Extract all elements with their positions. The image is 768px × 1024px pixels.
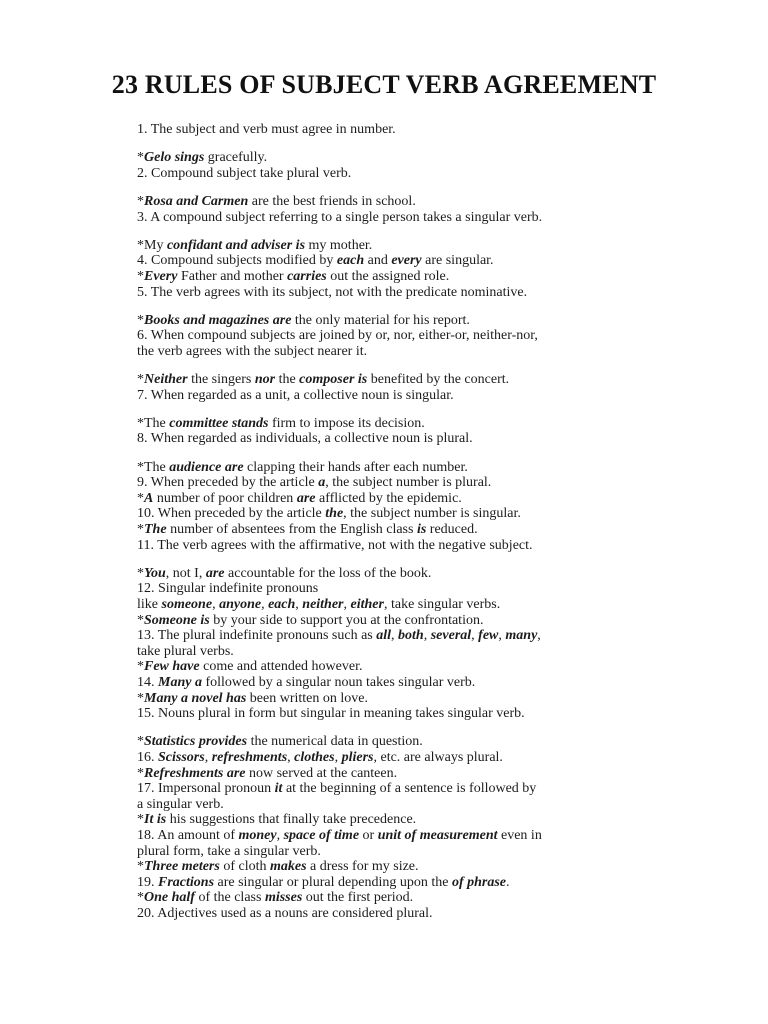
text-line — [137, 613, 637, 629]
text-span: 2. Compound subject take plural verb. — [137, 165, 352, 181]
text-line — [137, 812, 637, 828]
text-span: take plural verbs. — [137, 643, 234, 659]
emphasis-span — [144, 491, 153, 506]
text-line — [137, 859, 637, 875]
emphasis-text: it — [274, 781, 283, 797]
text-span: *My — [137, 237, 167, 253]
text-span: a dress for my size. — [306, 859, 419, 875]
text-span: followed by a singular noun takes singular verb. — [201, 674, 476, 690]
emphasis-text: someone — [161, 597, 213, 612]
emphasis-span — [158, 750, 205, 765]
paragraph-gap — [137, 360, 637, 373]
text-span: * — [137, 734, 144, 750]
text-span: , — [423, 628, 431, 644]
emphasis-span — [144, 613, 210, 628]
text-line — [137, 734, 637, 750]
emphasis-span — [144, 313, 291, 328]
text-span: 3. A compound subject referring to a single person takes a singular verb. — [137, 209, 543, 225]
text-line — [137, 706, 637, 722]
text-span: benefited by the concert. — [367, 372, 510, 388]
emphasis-text: Many a novel has — [144, 690, 247, 706]
emphasis-text: Gelo sings — [144, 150, 205, 166]
emphasis-text: composer is — [299, 372, 368, 388]
text-span: 19. — [137, 874, 158, 890]
emphasis-span — [325, 506, 343, 521]
emphasis-span — [144, 372, 188, 387]
emphasis-text: You — [144, 565, 166, 581]
text-line — [137, 750, 637, 766]
emphasis-span — [431, 628, 471, 643]
text-span: even in — [497, 827, 542, 843]
emphasis-span — [268, 597, 295, 612]
text-span: , the subject number is singular. — [343, 506, 521, 522]
text-span: 5. The verb agrees with its subject, not with the predicate nominative. — [137, 284, 528, 300]
text-line — [137, 797, 637, 813]
text-span: * — [137, 312, 144, 328]
emphasis-text: Few have — [144, 659, 200, 675]
text-span: , — [295, 597, 303, 612]
text-span: are singular or plural depending upon the — [214, 874, 452, 890]
text-line — [137, 906, 637, 922]
emphasis-span — [270, 859, 307, 874]
emphasis-text: Books and magazines are — [144, 312, 292, 328]
text-span: * — [137, 612, 144, 628]
emphasis-text: clothes — [294, 749, 335, 765]
emphasis-text: Refreshments are — [144, 765, 246, 781]
emphasis-text: few — [478, 628, 499, 644]
emphasis-span — [478, 628, 498, 643]
emphasis-span — [212, 750, 287, 765]
emphasis-text: unit of measurement — [377, 827, 498, 843]
emphasis-text: makes — [269, 859, 307, 875]
emphasis-text: neither — [302, 597, 344, 612]
text-span: 10. When preceded by the article — [137, 506, 326, 522]
emphasis-span — [144, 812, 166, 827]
text-line — [137, 597, 637, 613]
text-span: been written on love. — [246, 690, 368, 706]
emphasis-span — [287, 269, 327, 284]
emphasis-span — [167, 238, 305, 253]
emphasis-span — [144, 269, 177, 284]
emphasis-text: are — [205, 565, 225, 581]
text-span: , — [204, 749, 212, 765]
text-span: a singular verb. — [137, 796, 224, 812]
text-span: * — [137, 690, 144, 706]
emphasis-span — [144, 566, 166, 581]
text-span: *The — [137, 415, 170, 431]
text-span: reduced. — [426, 522, 478, 538]
text-span: , — [471, 628, 479, 644]
text-span: or — [359, 827, 378, 843]
text-span: the verb agrees with the subject nearer it. — [137, 343, 368, 359]
paragraph-gap — [137, 225, 637, 238]
text-span: the only material for his report. — [291, 312, 470, 328]
text-span: and — [364, 253, 392, 269]
text-span: 4. Compound subjects modified by — [137, 253, 337, 269]
text-span: , — [391, 628, 399, 644]
text-span: firm to impose its decision. — [268, 415, 425, 431]
text-span: accountable for the loss of the book. — [224, 565, 432, 581]
text-line — [137, 166, 637, 182]
text-span: *The — [137, 459, 170, 475]
emphasis-span — [144, 150, 204, 165]
emphasis-text: confidant and adviser is — [166, 237, 306, 253]
text-line — [137, 285, 637, 301]
page-title: 23 RULES OF SUBJECT VERB AGREEMENT — [111, 70, 657, 99]
text-line — [137, 581, 637, 597]
text-span: are singular. — [421, 253, 494, 269]
text-line — [137, 890, 637, 906]
text-span: at the beginning of a sentence is followed by — [282, 781, 537, 797]
text-line — [137, 210, 637, 226]
text-span: 17. Impersonal pronoun — [137, 781, 275, 797]
text-span: , — [287, 749, 295, 765]
emphasis-text: committee stands — [169, 415, 269, 431]
emphasis-text: several — [430, 628, 472, 644]
emphasis-text: nor — [254, 372, 276, 388]
emphasis-text: money — [238, 827, 277, 843]
paragraph-gap — [137, 722, 637, 735]
emphasis-span — [284, 828, 359, 843]
emphasis-text: of phrase — [451, 874, 507, 890]
text-span: come and attended however. — [199, 659, 363, 675]
emphasis-span — [265, 890, 302, 905]
emphasis-text: pliers — [341, 749, 374, 765]
emphasis-text: carries — [287, 268, 327, 284]
text-line — [137, 844, 637, 860]
text-line — [137, 269, 637, 285]
text-span: , — [261, 597, 269, 612]
emphasis-span — [505, 628, 537, 643]
text-span: * — [137, 565, 144, 581]
emphasis-text: Rosa and Carmen — [144, 193, 249, 209]
text-span: out the assigned role. — [326, 268, 450, 284]
text-span: , — [343, 597, 351, 612]
paragraph-gap — [137, 403, 637, 416]
emphasis-span — [144, 522, 167, 537]
text-line — [137, 122, 637, 138]
text-line — [137, 313, 637, 329]
text-span: 6. When compound subjects are joined by or, nor, either-or, neither-nor, — [137, 328, 538, 344]
emphasis-text: every — [391, 253, 422, 269]
paragraph-gap — [137, 553, 637, 566]
emphasis-text: many — [505, 628, 538, 644]
text-span: , the subject number is plural. — [325, 475, 492, 491]
emphasis-span — [162, 597, 213, 612]
text-span: 8. When regarded as individuals, a collective noun is plural. — [137, 431, 473, 447]
rules-body — [137, 122, 637, 921]
emphasis-text: misses — [264, 890, 303, 906]
emphasis-span — [351, 597, 384, 612]
emphasis-text: A — [144, 490, 154, 506]
text-span: * — [137, 150, 144, 166]
paragraph-gap — [137, 181, 637, 194]
text-span: the — [275, 372, 300, 388]
text-line — [137, 416, 637, 432]
emphasis-text: The — [144, 522, 167, 538]
text-line — [137, 344, 637, 360]
text-span: * — [137, 765, 144, 781]
text-span: the singers — [187, 372, 255, 388]
emphasis-span — [342, 750, 374, 765]
text-line — [137, 431, 637, 447]
emphasis-span — [378, 828, 498, 843]
paragraph-gap — [137, 138, 637, 151]
emphasis-text: Statistics provides — [144, 734, 248, 750]
emphasis-span — [144, 890, 195, 905]
emphasis-span — [144, 734, 247, 749]
emphasis-text: space of time — [283, 827, 360, 843]
text-span: * — [137, 659, 144, 675]
text-line — [137, 566, 637, 582]
text-line — [137, 875, 637, 891]
emphasis-span — [158, 875, 214, 890]
text-span: the numerical data in question. — [247, 734, 423, 750]
text-span: my mother. — [305, 237, 373, 253]
text-span: * — [137, 193, 144, 209]
text-line — [137, 538, 637, 554]
emphasis-text: refreshments — [211, 749, 288, 765]
text-span: , — [334, 749, 342, 765]
text-span: 16. — [137, 749, 158, 765]
emphasis-span — [144, 194, 248, 209]
text-span: 14. — [137, 674, 158, 690]
emphasis-text: both — [398, 628, 424, 644]
text-span: 11. The verb agrees with the affirmative, not with the negative subject. — [137, 537, 533, 553]
emphasis-span — [299, 372, 367, 387]
emphasis-span — [398, 628, 424, 643]
text-line — [137, 475, 637, 491]
emphasis-text: Fractions — [158, 874, 215, 890]
text-line — [137, 328, 637, 344]
emphasis-text: each — [336, 253, 365, 269]
text-span: of cloth — [219, 859, 270, 875]
emphasis-span — [169, 416, 268, 431]
text-span: now served at the canteen. — [245, 765, 398, 781]
emphasis-text: Every — [144, 268, 178, 284]
text-span: 15. Nouns plural in form but singular in meaning takes singular verb. — [137, 706, 525, 722]
emphasis-text: either — [350, 597, 384, 612]
text-line — [137, 253, 637, 269]
emphasis-span — [302, 597, 343, 612]
text-line — [137, 194, 637, 210]
text-span: are the best friends in school. — [248, 193, 416, 209]
text-span: , — [276, 827, 284, 843]
text-line — [137, 150, 637, 166]
text-span: * — [137, 372, 144, 388]
text-span: * — [137, 268, 144, 284]
emphasis-text: It is — [144, 812, 167, 828]
text-span: Father and mother — [177, 268, 288, 284]
emphasis-text: Many a — [158, 674, 202, 690]
emphasis-span — [239, 828, 277, 843]
text-line — [137, 691, 637, 707]
emphasis-text: Scissors — [158, 749, 205, 765]
emphasis-span — [297, 491, 316, 506]
emphasis-span — [144, 766, 246, 781]
emphasis-span — [294, 750, 334, 765]
emphasis-text: a — [318, 475, 326, 491]
text-line — [137, 372, 637, 388]
text-line — [137, 659, 637, 675]
text-span: 1. The subject and verb must agree in number. — [137, 122, 396, 137]
text-line — [137, 644, 637, 660]
emphasis-span — [337, 253, 364, 268]
text-span: clapping their hands after each number. — [243, 459, 468, 475]
emphasis-text: Someone is — [144, 612, 210, 628]
emphasis-span — [158, 675, 202, 690]
text-span: , — [212, 597, 220, 612]
emphasis-text: are — [296, 490, 316, 506]
text-span: afflicted by the epidemic. — [315, 490, 462, 506]
emphasis-span — [417, 522, 426, 537]
text-span: out the first period. — [302, 890, 414, 906]
text-span: number of poor children — [153, 490, 297, 506]
emphasis-span — [452, 875, 506, 890]
text-line — [137, 238, 637, 254]
emphasis-span — [391, 253, 421, 268]
emphasis-text: anyone — [219, 597, 262, 612]
emphasis-span — [144, 859, 220, 874]
emphasis-span — [255, 372, 275, 387]
text-span: , take singular verbs. — [383, 597, 501, 612]
text-span: number of absentees from the English class — [166, 522, 417, 538]
text-line — [137, 828, 637, 844]
text-span: , not I, — [165, 565, 206, 581]
text-span: like — [137, 597, 162, 612]
emphasis-text: Three meters — [144, 859, 220, 875]
text-span: 12. Singular indefinite pronouns — [137, 581, 319, 597]
emphasis-text: One half — [144, 890, 195, 906]
emphasis-text: is — [416, 522, 427, 538]
emphasis-text: Neither — [144, 372, 188, 388]
text-span: plural form, take a singular verb. — [137, 843, 321, 859]
paragraph-gap — [137, 300, 637, 313]
emphasis-text: audience are — [169, 459, 244, 475]
text-line — [137, 781, 637, 797]
emphasis-text: all — [376, 628, 392, 644]
text-span: gracefully. — [204, 150, 268, 166]
text-line — [137, 506, 637, 522]
text-span: 20. Adjectives used as a nouns are considered plural. — [137, 905, 433, 921]
emphasis-span — [144, 659, 200, 674]
text-span: of the class — [194, 890, 265, 906]
text-span: 18. An amount of — [137, 827, 239, 843]
text-span: , — [537, 628, 541, 644]
emphasis-span — [376, 628, 391, 643]
text-line — [137, 675, 637, 691]
text-span: 9. When preceded by the article — [137, 475, 319, 491]
text-line — [137, 522, 637, 538]
text-span: his suggestions that finally take precedence. — [166, 812, 417, 828]
paragraph-gap — [137, 447, 637, 460]
text-span: by your side to support you at the confrontation. — [209, 612, 484, 628]
text-span: * — [137, 890, 144, 906]
emphasis-span — [169, 460, 243, 475]
emphasis-text: each — [268, 597, 296, 612]
text-span: * — [137, 490, 144, 506]
text-line — [137, 388, 637, 404]
emphasis-span — [144, 691, 246, 706]
text-line — [137, 766, 637, 782]
text-span: * — [137, 812, 144, 828]
text-span: * — [137, 859, 144, 875]
emphasis-text: the — [325, 506, 344, 522]
text-span: 13. The plural indefinite pronouns such as — [137, 628, 377, 644]
text-line — [137, 491, 637, 507]
text-line — [137, 460, 637, 476]
text-span: , etc. are always plural. — [373, 749, 503, 765]
text-line — [137, 628, 637, 644]
text-span: . — [506, 874, 510, 890]
emphasis-span — [219, 597, 261, 612]
text-span: , — [498, 628, 506, 644]
text-span: * — [137, 522, 144, 538]
text-span: 7. When regarded as a unit, a collective noun is singular. — [137, 387, 454, 403]
emphasis-span — [206, 566, 225, 581]
